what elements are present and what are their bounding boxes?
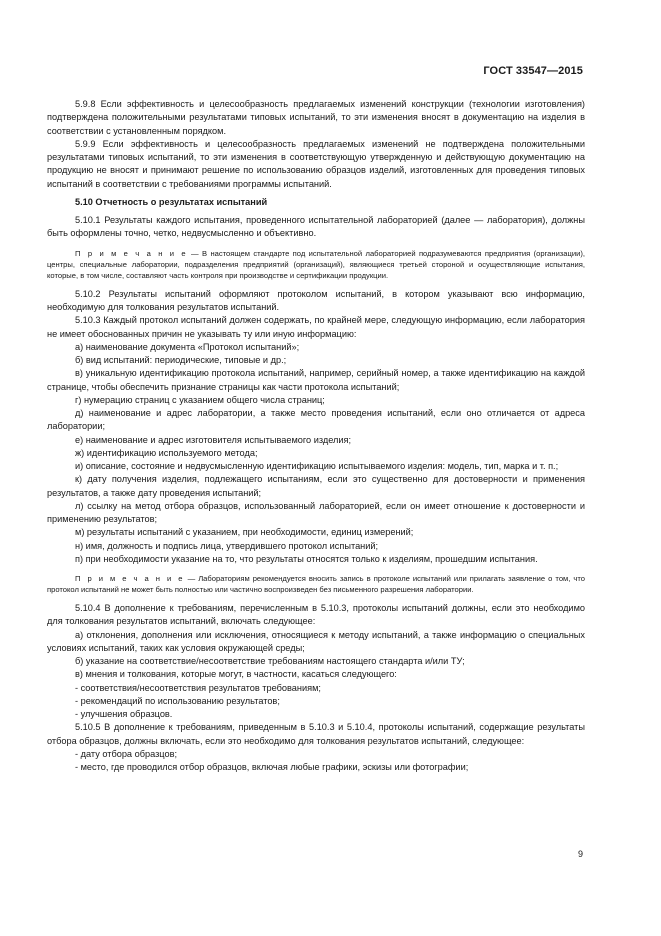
document-body [47, 98, 585, 774]
note-2 [47, 573, 585, 595]
note-text: — В настоящем стандарте под испытательной лабораторией подразумеваются предприятия (организации), центры, специальные лаборатории, подразделения предприятий (организаций), являющиеся третьей стороной и осуществляющие испытания, которые, в том числе, составляют часть контроля при производстве и сертификации продукции. [47, 248, 585, 280]
list-item: - рекомендаций по использованию результатов; [75, 695, 280, 706]
list-item: г) нумерацию страниц с указанием общего числа страниц; [75, 394, 325, 405]
paragraph-5-10-5: 5.10.5 В дополнение к требованиям, приведенным в 5.10.3 и 5.10.4, протоколы испытаний, содержащие результаты отбора образцов, должны включать, если это необходимо для толкования результатов испытаний, следующее: [47, 722, 585, 746]
list-item: в) уникальную идентификацию протокола испытаний, например, серийный номер, а также идентификацию на каждой странице, чтобы обеспечить признание страницы как части протокола испытаний; [47, 368, 585, 392]
list-item: б) вид испытаний: периодические, типовые и др.; [75, 355, 287, 366]
note-label: П р и м е ч а н и е [75, 574, 185, 584]
paragraph-5-9-8: 5.9.8 Если эффективность и целесообразность предлагаемых изменений конструкции (технологии изготовления) подтверждена положительными результатами типовых испытаний, то эти изменения вносят в документацию на изделия в соответствии с установленным порядком. [47, 99, 585, 136]
list-item: м) результаты испытаний с указанием, при необходимости, единиц измерений; [75, 527, 414, 538]
list-item: - место, где проводился отбор образцов, включая любые графики, эскизы или фотографии; [75, 762, 469, 773]
list-item: - улучшения образцов. [75, 709, 173, 720]
list-item: в) мнения и толкования, которые могут, в частности, касаться следующего: [75, 669, 397, 680]
list-item: - соответствия/несоответствия результатов требованиям; [75, 682, 321, 693]
list-item: е) наименование и адрес изготовителя испытываемого изделия; [75, 434, 352, 445]
note-label: П р и м е ч а н и е [75, 248, 188, 258]
list-item: а) отклонения, дополнения или исключения, относящиеся к методу испытаний, а также информацию о специальных условиях испытаний, таких как условия окружающей среды; [47, 629, 585, 653]
note-text: — Лабораториям рекомендуется вносить запись в протоколе испытаний или прилагать заявление о том, что протокол испытаний не может быть полностью или частично воспроизведен без письменного разрешения лаборатории. [47, 574, 585, 595]
list-item: н) имя, должность и подпись лица, утвердившего протокол испытаний; [75, 540, 379, 551]
list-item: п) при необходимости указание на то, что результаты относятся только к изделиям, прошедшим испытания. [75, 553, 538, 564]
list-item: и) описание, состояние и недвусмысленную идентификацию испытываемого изделия: модель, тип, марка и т. п.; [75, 461, 559, 472]
list-item: а) наименование документа «Протокол испытаний»; [75, 341, 300, 352]
list-item: ж) идентификацию используемого метода; [75, 447, 258, 458]
list-item: - дату отбора образцов; [75, 748, 177, 759]
paragraph-5-10-4: 5.10.4 В дополнение к требованиям, перечисленным в 5.10.3, протоколы испытаний должны, если это необходимо для толкования результатов испытаний, включать следующее: [47, 603, 585, 627]
list-item: к) дату получения изделия, подлежащего испытаниям, если это существенно для достоверности и применения результатов, а также дату проведения испытаний; [47, 474, 585, 498]
list-item: л) ссылку на метод отбора образцов, использованный лабораторией, если он имеет отношение к достоверности и применению результатов; [47, 500, 585, 525]
paragraph-5-10-1: 5.10.1 Результаты каждого испытания, проведенного испытательной лабораторией (далее — лаборатория), должны быть оформлены точно, четко, недвусмысленно и объективно. [47, 215, 585, 239]
page-number: 9 [577, 849, 583, 859]
list-item: б) указание на соответствие/несоответствие требованиям настоящего стандарта и/или ТУ; [75, 656, 465, 667]
paragraph-5-10-3: 5.10.3 Каждый протокол испытаний должен содержать, по крайней мере, следующую информацию, если лаборатория не имеет обоснованных причин не указывать ту или иную информацию: [47, 315, 585, 339]
paragraph-5-10-2: 5.10.2 Результаты испытаний оформляют протоколом испытаний, в котором указывают всю информацию, необходимую для толкования результатов испытаний. [47, 288, 585, 313]
list-item: д) наименование и адрес лаборатории, а также место проведения испытаний, если оно отличается от адреса лаборатории; [47, 408, 585, 432]
section-heading-5-10: 5.10 Отчетность о результатах испытаний [75, 196, 268, 207]
standard-header: ГОСТ 33547—2015 [483, 65, 583, 77]
note-1 [47, 248, 585, 281]
paragraph-5-9-9: 5.9.9 Если эффективность и целесообразность предлагаемых изменений не подтверждена положительными результатами типовых испытаний, то эти изменения в соответствующую утвержденную и действующую документацию на продукцию не вносят и принимают решение по использованию образцов изделий, изготовленных для проведения типовых испытаний в соответствии с требованиями программы испытаний. [47, 138, 585, 189]
